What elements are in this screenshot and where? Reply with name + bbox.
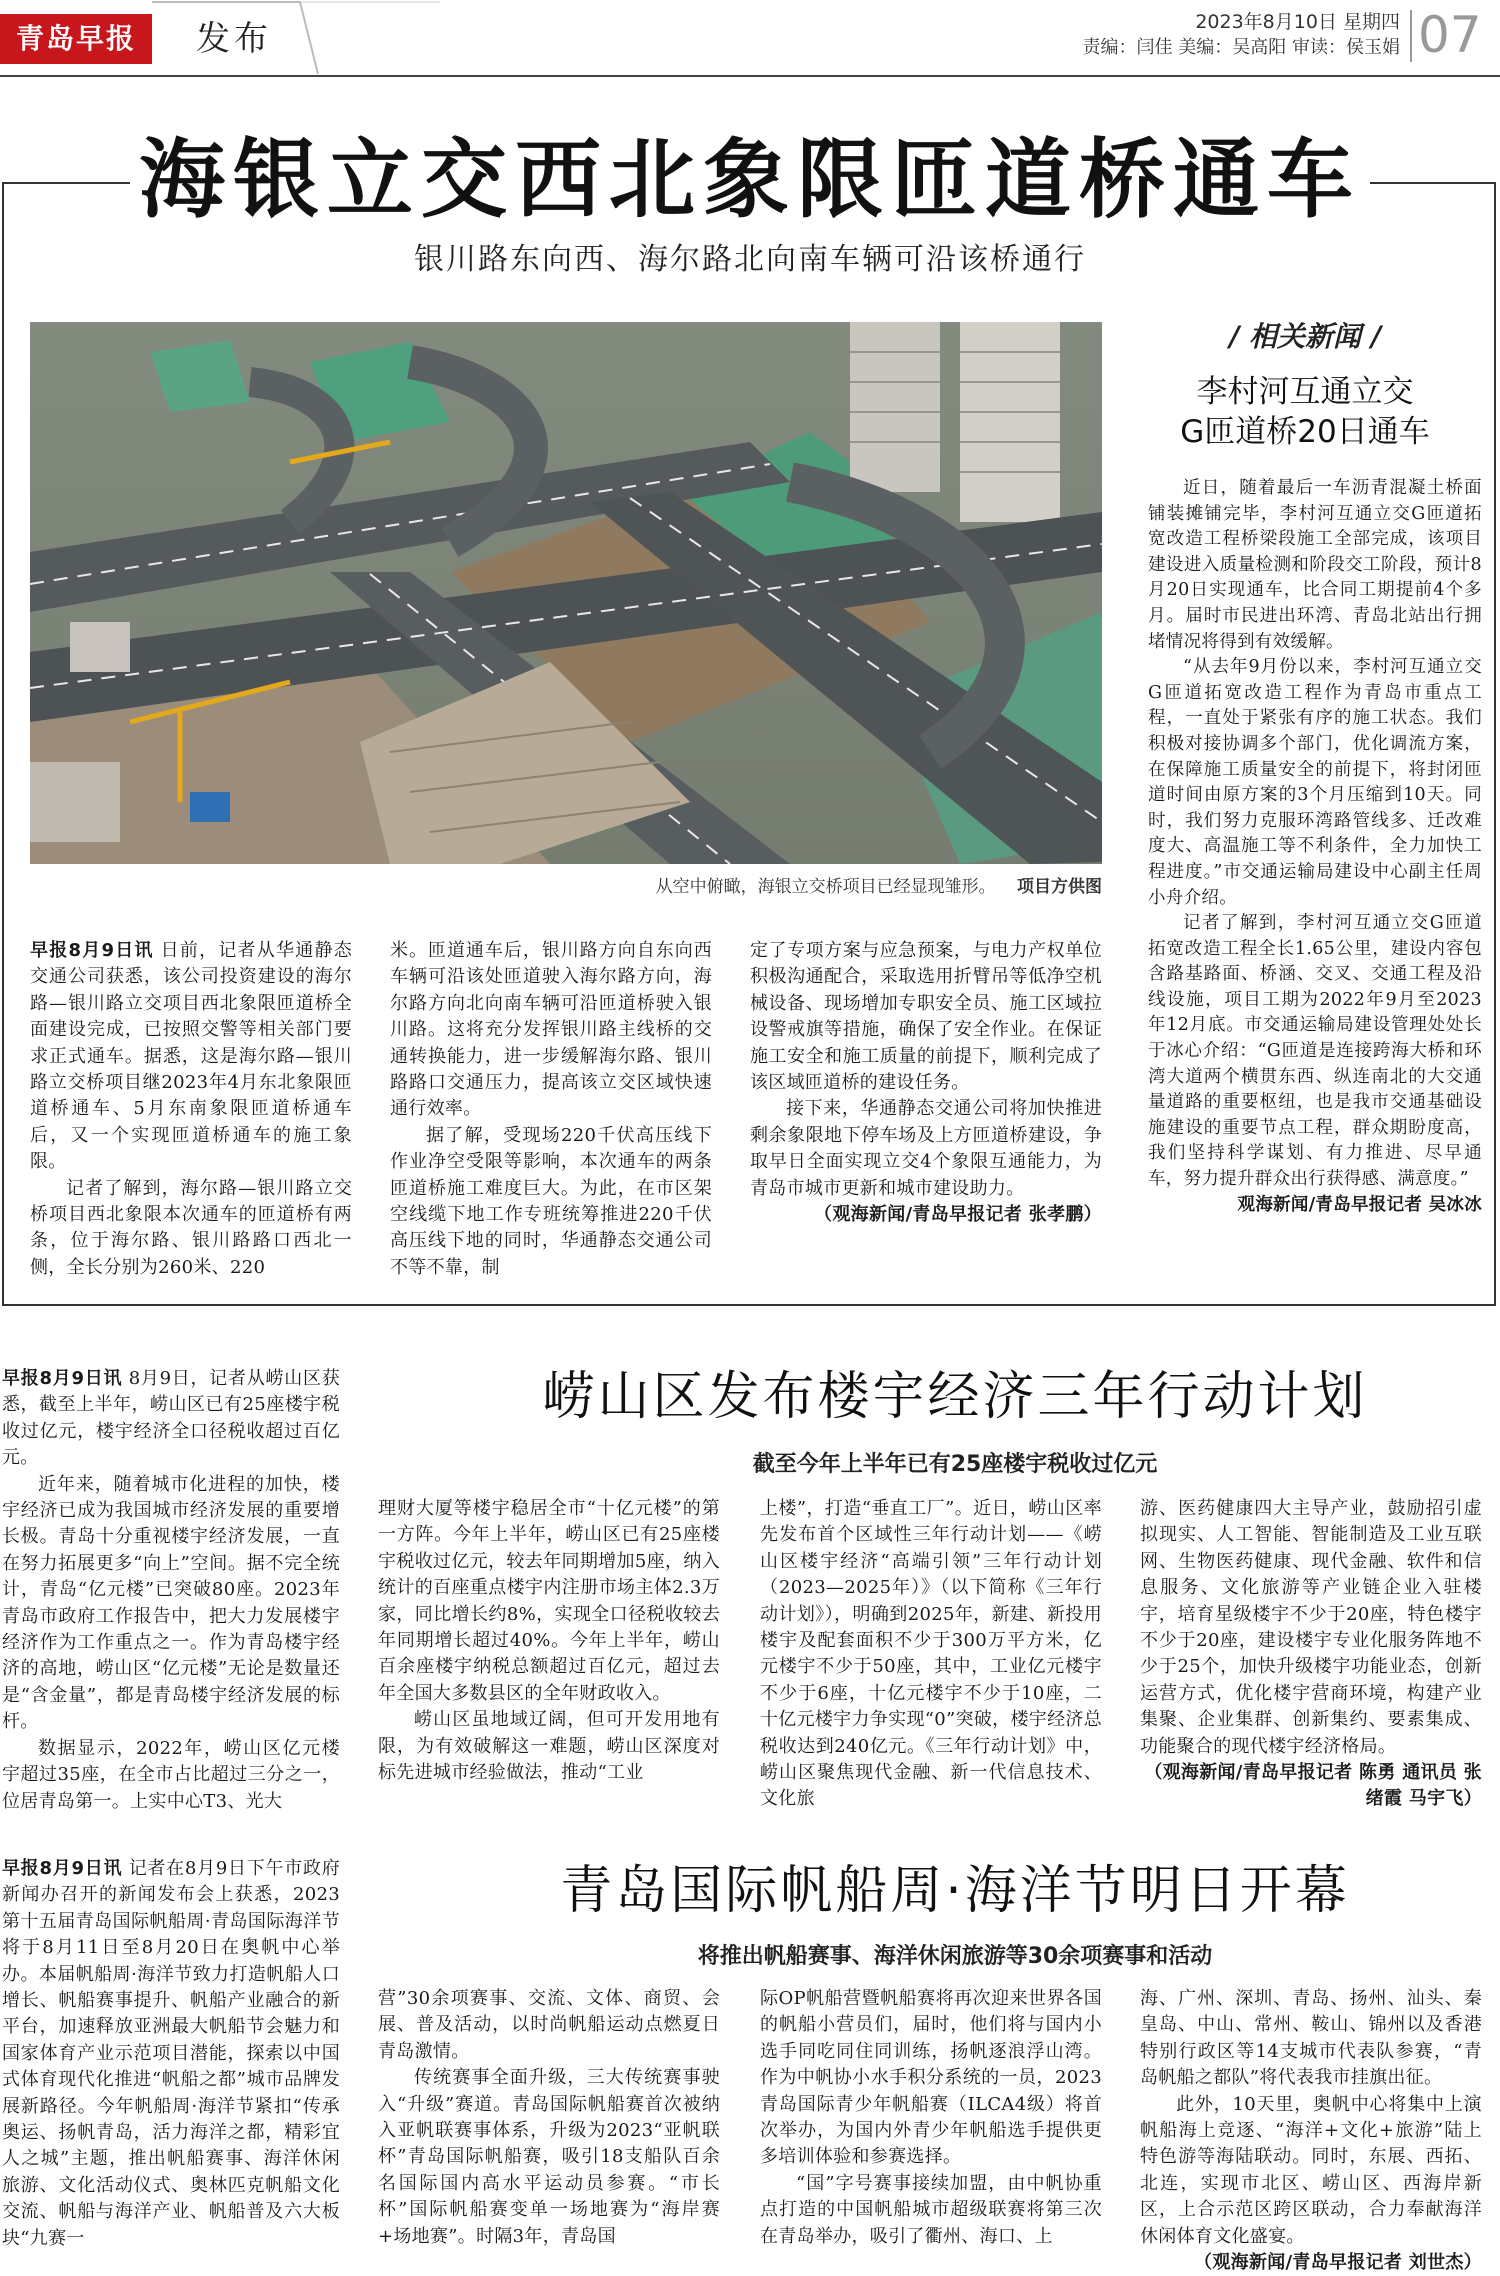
related-byline: 观海新闻/青岛早报记者 吴冰冰: [1237, 1194, 1482, 1215]
story3-column-1: [2, 1856, 340, 2249]
masthead-rule: [0, 75, 1500, 77]
story3-col3-para2: “国”字号赛事接续加盟，由中帆协重点打造的中国帆船城市超级联赛将第三次在青岛举办，吸引了衢州、海口、上: [760, 2172, 1102, 2247]
story3-column-4: [1140, 1986, 1482, 2274]
story2-subheadline: 截至今年上半年已有25座楼宇税收过亿元: [752, 1452, 1158, 1477]
photo-caption-row: [30, 872, 1102, 902]
story2-col2-para2: 崂山区虽地域辽阔，但可开发用地有限，为有效破解这一难题，崂山区深度对标先进城市经验做法，推动“工业: [378, 1709, 720, 1784]
page-number-divider: [1410, 10, 1412, 62]
story1-column-2: [390, 938, 712, 1280]
related-news-label: / 相关新闻 /: [1229, 320, 1381, 353]
story2-col3-para1: 上楼”，打造“垂直工厂”。近日，崂山区率先发布首个区域性三年行动计划——《崂山区楼宇经济“高端引领”三年行动计划（2023—2025年）》（以下简称《三年行动计划》），明确到2025年，新建、新投用楼宇及配套面积不少于300万平方米，亿元楼宇不少于50座，其中，工业亿元楼宇不少于6座，十亿元楼宇不少于10座，二十亿元楼宇力争实现“0”突破，楼宇经济总税收达到240亿元。《三年行动计划》中，崂山区聚焦现代金融、新一代信息技术、文化旅: [760, 1498, 1102, 1810]
photo-credit: 项目方供图: [1017, 877, 1102, 897]
story1-column-1: [30, 938, 352, 1280]
story2-column-3: [760, 1496, 1102, 1808]
story1-dateline: 早报8月9日讯: [30, 940, 154, 961]
story1-col1-para2: 记者了解到，海尔路—银川路立交桥项目西北象限本次通车的匝道桥有两条，位于海尔路、银川路路口西北一侧，全长分别为260米、220: [30, 1177, 352, 1278]
related-para2: “从去年9月份以来，李村河互通立交G匝道拓宽改造工程作为青岛市重点工程，一直处于紧张有序的施工状态。我们积极对接协调多个部门，优化调流方案，在保障施工质量安全的前提下，将封闭匝道时间由原方案的3个月压缩到10天。同时，我们努力克服环湾路管线多、迁改难度大、高温施工等不利条件，全力加快工程进度。”市交通运输局建设中心副主任周小舟介绍。: [1148, 657, 1482, 908]
story1-col2-para2: 据了解，受现场220千伏高压线下作业净空受限等影响，本次通车的两条匝道桥施工难度巨大。为此，在市区架空线缆下地工作专班统筹推进220千伏高压线下地的同时，华通静态交通公司不等不靠，制: [390, 1124, 712, 1278]
story3-column-2: [378, 1986, 720, 2247]
story3-byline: （观海新闻/青岛早报记者 刘世杰）: [1194, 2252, 1482, 2274]
story2-column-1: [2, 1366, 340, 1812]
section-tab-shape: [150, 0, 320, 76]
story1-col3-para1: 定了专项方案与应急预案，与电力产权单位积极沟通配合，采取选用折臂吊等低净空机械设备、现场增加专职安全员、施工区域拉设警戒旗等措施，确保了安全作业。在保证施工安全和施工质量的前提下，顺利完成了该区域匝道桥的建设任务。: [750, 940, 1102, 1094]
story2-col1-para1: 8月9日，记者从崂山区获悉，截至上半年，崂山区已有25座楼宇税收过亿元，楼宇经济全口径税收超过百亿元。: [2, 1368, 340, 1469]
story2-dateline: 早报8月9日讯: [2, 1368, 123, 1389]
page-number: 07: [1418, 6, 1482, 64]
story1-headline: 海银立交西北象限匝道桥通车: [130, 118, 1370, 242]
story3-col1-para1: 记者在8月9日下午市政府新闻办召开的新闻发布会上获悉，2023第十五届青岛国际帆船周·青岛国际海洋节将于8月11日至8月20日在奥帆中心举办。本届帆船周·海洋节致力打造帆船人口增长、帆船赛事提升、帆船产业融合的新平台，加速释放亚洲最大帆船节会魅力和国家体育产业示范项目潜能，探索以中国式体育现代化推进“帆船之都”城市品牌发展新路径。今年帆船周·海洋节紧扣“传承奥运、扬帆青岛，活力海洋之都，精彩宜人之城”主题，推出帆船赛事、海洋休闲旅游、文化活动仪式、奥林匹克帆船文化交流、帆船与海洋产业、帆船普及六大板块“九赛一: [2, 1858, 340, 2249]
related-para1: 近日，随着最后一车沥青混凝土桥面铺装摊铺完毕，李村河互通立交G匝道拓宽改造工程桥梁段施工全部完成，该项目建设进入质量检测和阶段交工阶段，预计8月20日实现通车，比合同工期提前4个多月。届时市民进出环湾、青岛北站出行拥堵情况将得到有效缓解。: [1148, 478, 1482, 652]
story2-byline: （观海新闻/青岛早报记者 陈勇 通讯员 张绪霞 马宇飞）: [1144, 1762, 1482, 1810]
aerial-interchange-photo: [30, 322, 1102, 864]
story1-subheadline: 银川路东向西、海尔路北向南车辆可沿该桥通行: [414, 242, 1086, 277]
related-headline-line2: G匝道桥20日通车: [1180, 414, 1430, 450]
story3-col4-para1: 海、广州、深圳、青岛、扬州、汕头、秦皇岛、中山、常州、鞍山、锦州以及香港特别行政区等14支城市代表队参赛，“青岛帆船之都队”将代表我市挂旗出征。: [1140, 1988, 1482, 2089]
story1-col2-para1: 米。匝道通车后，银川路方向自东向西车辆可沿该处匝道驶入海尔路方向，海尔路方向北向南车辆可沿匝道桥驶入银川路。这将充分发挥银川路主线桥的交通转换能力，进一步缓解海尔路、银川路路口交通压力，提高该立交区域快速通行效率。: [390, 940, 712, 1120]
story3-col3-para1: 际OP帆船营暨帆船赛将再次迎来世界各国的帆船小营员们，届时，他们将与国内小选手同吃同住同训练，扬帆逐浪浮山湾。作为中帆协小水手积分系统的一员，2023青岛国际青少年帆船赛（ILCA4级）将首次举办，为国内外青少年帆船选手提供更多培训体验和参赛选择。: [760, 1988, 1102, 2168]
related-headline-line1: 李村河互通立交: [1196, 374, 1414, 410]
story2-column-4: [1140, 1496, 1482, 1808]
story3-headline: 青岛国际帆船周·海洋节明日开幕: [560, 1861, 1350, 1921]
related-para3: 记者了解到，李村河互通立交G匝道拓宽改造工程全长1.65公里，建设内容包含路基路面、桥涵、交叉、交通工程及沿线设施，项目工期为2022年9月至2023年12月底。市交通运输局建设管理处处长于冰心介绍：“G匝道是连接跨海大桥和环湾大道两个横贯东西、纵连南北的大交通量道路的重要枢纽，也是我市交通基础设施建设的重要节点工程，群众期盼度高，我们坚持科学谋划、有力推进、尽早通车，努力提升群众出行获得感、满意度。”: [1148, 913, 1482, 1190]
photo-caption: 从空中俯瞰，海银立交桥项目已经显现雏形。: [655, 877, 996, 897]
story1-column-3: [750, 938, 1102, 1280]
story1-col1-para1: 日前，记者从华通静态交通公司获悉，该公司投资建设的海尔路—银川路立交项目西北象限匝道桥全面建设完成，已按照交警等相关部门要求正式通车。据悉，这是海尔路—银川路立交桥项目继2023年4月东北象限匝道桥通车、5月东南象限匝道桥通车后，又一个实现匝道桥通车的施工象限。: [30, 940, 352, 1173]
story3-col2-para1: 营”30余项赛事、交流、文体、商贸、会展、普及活动，以时尚帆船运动点燃夏日青岛激情。: [378, 1988, 720, 2062]
story1-col3-para2: 接下来，华通静态交通公司将加快推进剩余象限地下停车场及上方匝道桥建设，争取早日全面实现立交4个象限互通能力，为青岛市城市更新和城市建设助力。: [750, 1098, 1102, 1199]
related-news-body: [1148, 476, 1482, 1281]
section-name: 发布: [196, 19, 272, 59]
story2-col4-para1: 游、医药健康四大主导产业，鼓励招引虚拟现实、人工智能、智能制造及工业互联网、生物医药健康、现代金融、软件和信息服务、文化旅游等产业链企业入驻楼宇，培育星级楼宇不少于20座，特色楼宇不少于20座，建设楼宇专业化服务阵地不少于25个，加快升级楼宇功能业态，创新运营方式，优化楼宇营商环境，构建产业集聚、企业集群、创新集约、要素集成、功能聚合的现代楼宇经济格局。: [1140, 1498, 1482, 1757]
story3-col4-para2: 此外，10天里，奥帆中心将集中上演帆船海上竞逐、“海洋+文化+旅游”陆上特色游等海陆联动。同时，东展、西拓、北连，实现市北区、崂山区、西海岸新区，上合示范区跨区联动，合力奉献海洋休闲体育文化盛宴。: [1140, 2093, 1482, 2247]
masthead-logo: 青岛早报: [0, 14, 152, 64]
issue-date: 2023年8月10日 星期四: [1195, 11, 1400, 33]
story3-subheadline: 将推出帆船赛事、海洋休闲旅游等30余项赛事和活动: [697, 1944, 1213, 1969]
story1-byline: （观海新闻/青岛早报记者 张孝鹏）: [814, 1204, 1102, 1226]
story2-col1-para2: 近年来，随着城市化进程的加快，楼宇经济已成为我国城市经济发展的重要增长极。青岛十分重视楼宇经济发展，一直在努力拓展更多“向上”空间。据不完全统计，青岛“亿元楼”已突破80座。2023年青岛市政府工作报告中，把大力发展楼宇经济作为工作重点之一。作为青岛楼宇经济的高地，崂山区“亿元楼”无论是数量还是“含金量”，都是青岛楼宇经济发展的标杆。: [2, 1473, 340, 1733]
story2-headline: 崂山区发布楼宇经济三年行动计划: [542, 1367, 1368, 1427]
story3-col2-para2: 传统赛事全面升级，三大传统赛事驶入“升级”赛道。青岛国际帆船赛首次被纳入亚帆联赛事体系，升级为2023“亚帆联杯”青岛国际帆船赛，吸引18支船队百余名国际国内高水平运动员参赛。“市长杯”国际帆船赛变单一场地赛为“海岸赛+场地赛”。时隔3年，青岛国: [378, 2067, 720, 2247]
editor-credits: 责编：闫佳 美编：吴高阳 审读：侯玉娟: [1082, 37, 1400, 58]
story2-column-2: [378, 1496, 720, 1808]
story3-dateline: 早报8月9日讯: [2, 1858, 123, 1879]
story2-col2-para1: 理财大厦等楼宇稳居全市“十亿元楼”的第一方阵。今年上半年，崂山区已有25座楼宇税收过亿元，较去年同期增加5座，纳入统计的百座重点楼宇内注册市场主体2.3万家，同比增长约8%，实现全口径税收较去年同期增长超过40%。今年上半年，崂山百余座楼宇纳税总额超过百亿元，超过去年全国大多数县区的全年财政收入。: [378, 1498, 720, 1704]
story2-col1-para3: 数据显示，2022年，崂山区亿元楼宇超过35座，在全市占比超过三分之一，位居青岛第一。上实中心T3、光大: [2, 1737, 340, 1812]
story3-column-3: [760, 1986, 1102, 2247]
